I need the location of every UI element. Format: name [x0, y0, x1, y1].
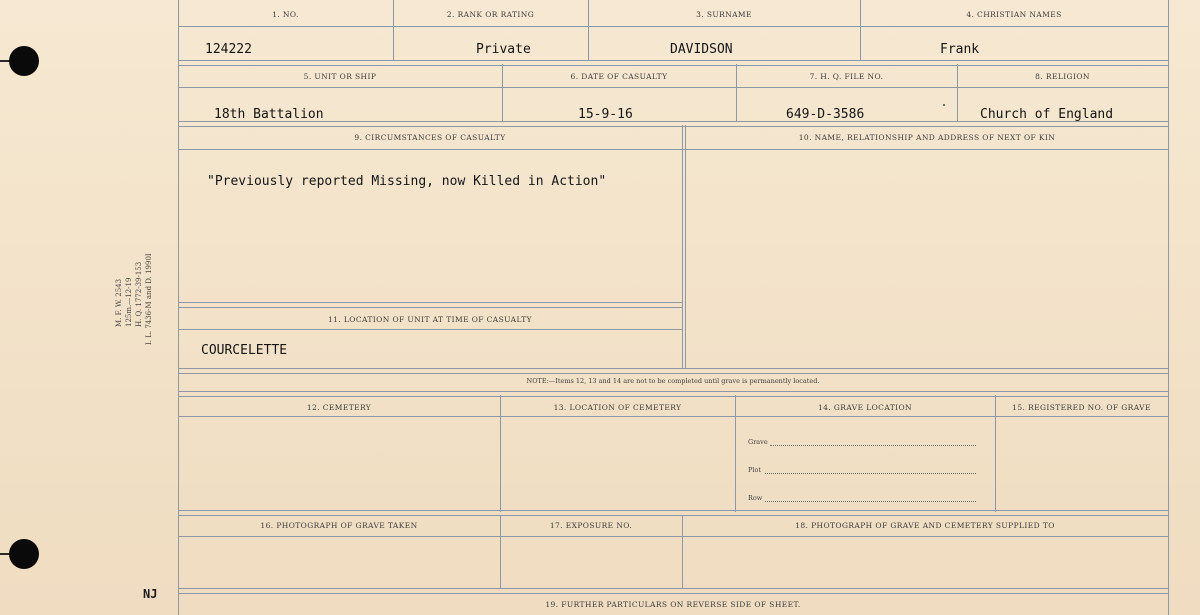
label-christian-names: 4. CHRISTIAN NAMES [966, 10, 1062, 19]
side-print-line: 125m.—12-19 [125, 277, 133, 327]
rule [178, 536, 1168, 537]
label-location-cemetery: 13. LOCATION OF CEMETERY [553, 403, 682, 412]
rule-double [178, 510, 1168, 516]
value-christian-names: Frank [940, 42, 980, 57]
label-no: 1. NO. [272, 10, 299, 19]
label-registered-no: 15. REGISTERED NO. OF GRAVE [1012, 403, 1151, 412]
label-unit: 5. UNIT OR SHIP [303, 72, 377, 81]
label-further: 19. FURTHER PARTICULARS ON REVERSE SIDE OF SHEET. [545, 600, 801, 609]
value-surname: DAVIDSON [670, 42, 733, 57]
value-unit: 18th Battalion [214, 107, 324, 122]
label-cemetery: 12. CEMETERY [306, 403, 372, 412]
rule [178, 87, 1168, 88]
side-print-line: I. L. 7436-M and D. 1990I [145, 253, 153, 345]
rule [178, 329, 682, 330]
label-rank: 2. RANK OR RATING [446, 10, 535, 19]
side-print-line: M. F. W. 2543 [115, 278, 123, 327]
ink-dot [943, 104, 945, 106]
label-next-of-kin: 10. NAME, RELATIONSHIP AND ADDRESS OF NEXT OF KIN [798, 133, 1056, 142]
rule-double [178, 302, 682, 308]
value-circumstances: "Previously reported Missing, now Killed in Action" [207, 174, 607, 189]
row-dots [765, 501, 976, 502]
divider [995, 395, 996, 512]
rule [178, 26, 1168, 27]
rule-double [178, 391, 1168, 397]
plot-dots [765, 473, 976, 474]
divider [500, 395, 501, 512]
label-grave-location: 14. GRAVE LOCATION [817, 403, 913, 412]
label-date-casualty: 6. DATE OF CASUALTY [570, 72, 668, 81]
value-no: 124222 [205, 42, 252, 57]
value-hq-file: 649-D-3586 [786, 107, 865, 122]
grave-dots [770, 445, 976, 446]
value-date-casualty: 15-9-16 [578, 107, 633, 122]
frame-right [1168, 0, 1169, 615]
row-label: Row [748, 494, 763, 502]
label-religion: 8. RELIGION [1035, 72, 1090, 81]
value-location-unit: COURCELETTE [201, 343, 288, 358]
rule-double [178, 60, 1168, 66]
binder-hole-bottom [9, 539, 39, 569]
side-print-line: H. Q. 1772-39-153 [135, 261, 143, 327]
binder-hole-top [9, 46, 39, 76]
label-surname: 3. SURNAME [696, 10, 752, 19]
rule [178, 416, 1168, 417]
plot-label: Plot [748, 466, 761, 474]
value-religion: Church of England [980, 107, 1114, 122]
label-circumstances: 9. CIRCUMSTANCES OF CASUALTY [354, 133, 506, 142]
grave-label: Grave [748, 438, 768, 446]
divider [685, 125, 686, 369]
label-exposure-no: 17. EXPOSURE NO. [549, 521, 633, 530]
rule-double [178, 588, 1168, 594]
label-photo-supplied: 18. PHOTOGRAPH OF GRAVE AND CEMETERY SUPPLIED TO [795, 521, 1055, 530]
divider [682, 125, 683, 369]
rule [178, 149, 1168, 150]
label-location-unit: 11. LOCATION OF UNIT AT TIME OF CASUALTY [328, 315, 532, 324]
label-hq-file: 7. H. Q. FILE NO. [809, 72, 884, 81]
value-rank: Private [476, 42, 531, 57]
label-photo-taken: 16. PHOTOGRAPH OF GRAVE TAKEN [260, 521, 418, 530]
note: NOTE:—Items 12, 13 and 14 are not to be completed until grave is permanently located. [526, 377, 820, 385]
initials: NJ [143, 587, 158, 601]
rule-double [178, 368, 1168, 374]
divider [735, 395, 736, 512]
